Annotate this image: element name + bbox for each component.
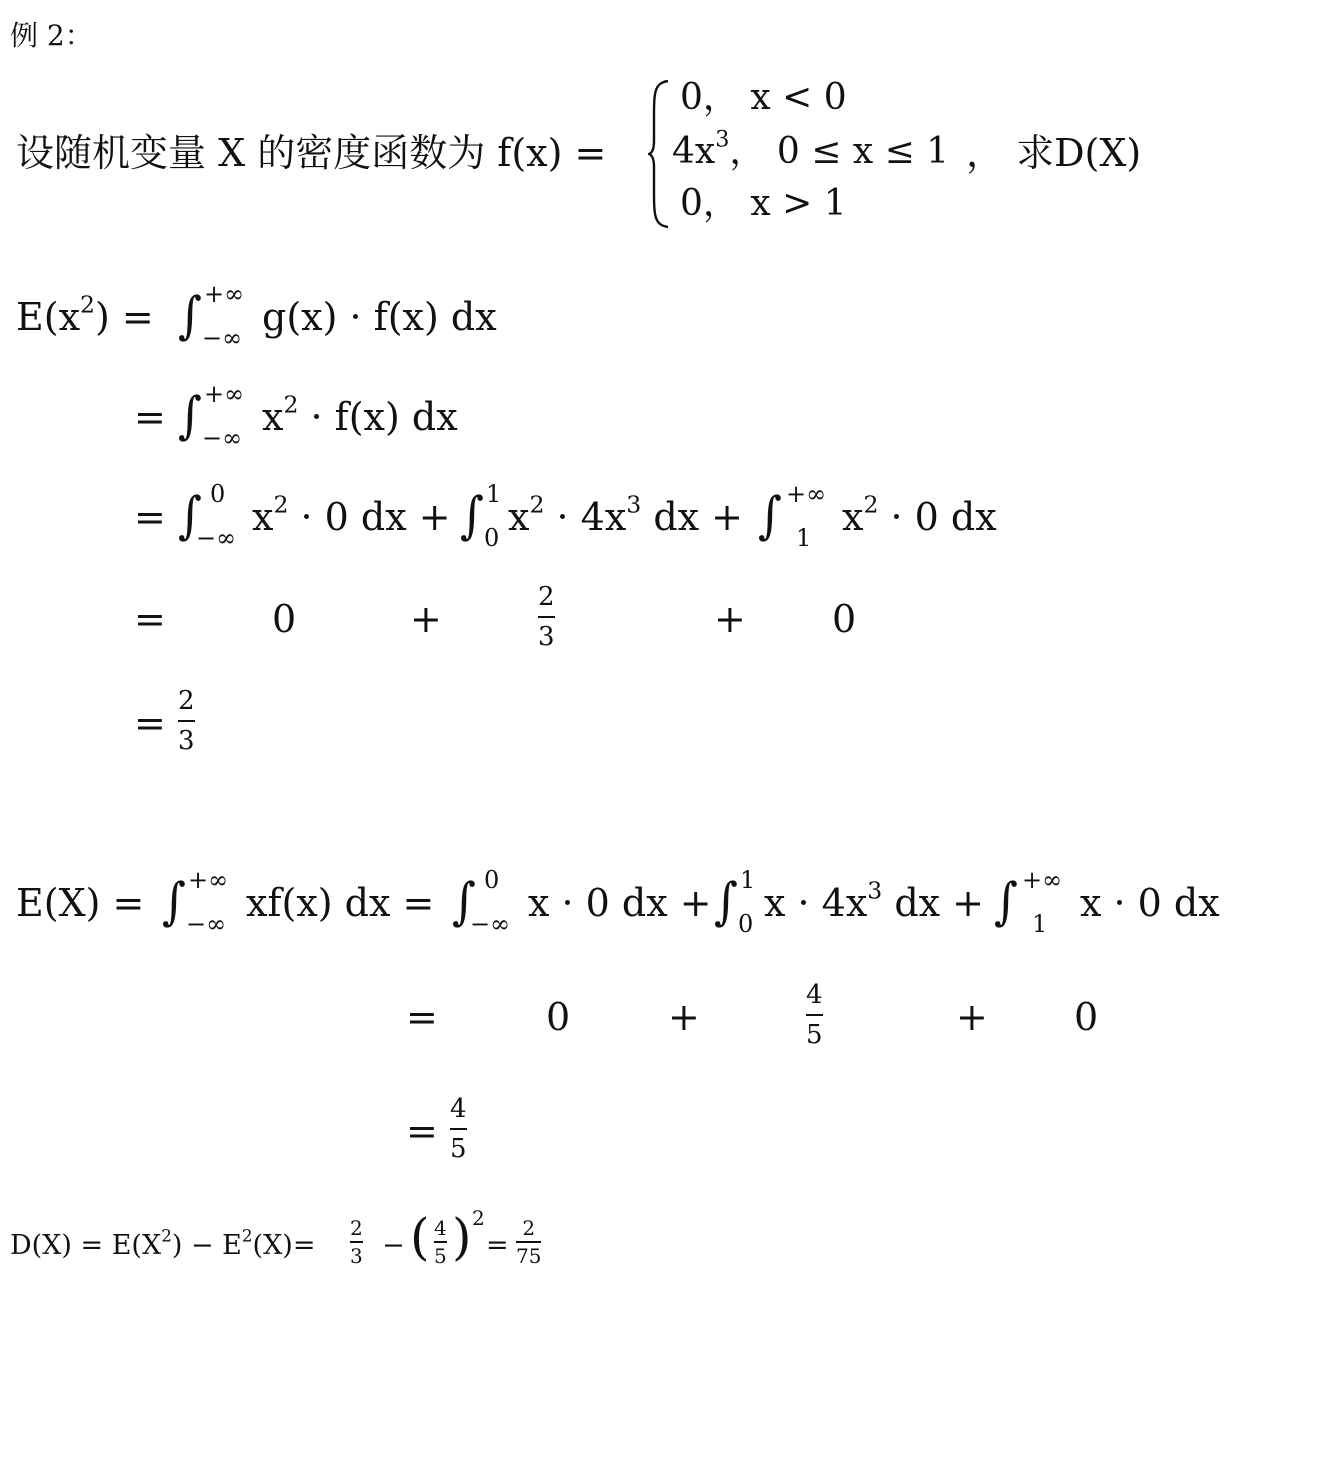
plus-sign: +	[668, 995, 700, 1039]
ex-lhs: E(X) =	[16, 881, 145, 925]
problem-prefix: 设随机变量 X 的密度函数为 f(x) =	[16, 131, 607, 175]
square-exponent: 2	[80, 290, 95, 319]
value-zero: 0	[546, 995, 571, 1039]
variance-formula	[10, 1225, 316, 1261]
term-mid: · 4x	[544, 495, 627, 539]
integral-sign: ∫	[460, 485, 484, 545]
numerator: 2	[178, 686, 195, 716]
case-term: 4x	[672, 131, 716, 172]
lower-limit: −∞	[202, 324, 243, 352]
case-condition: ， 0 ≤ x ≤ 1	[729, 131, 950, 172]
fraction-two-thirds	[538, 584, 555, 650]
denominator: 3	[538, 622, 555, 652]
equals-sign: =	[406, 995, 438, 1039]
var-part3: (X)=	[252, 1230, 316, 1261]
value-zero: 0	[272, 597, 297, 641]
ex2-lhs-open: E(x	[16, 295, 80, 339]
fraction-four-fifths-small	[434, 1218, 447, 1266]
integral-sign: ∫	[178, 385, 202, 445]
ex-term2	[764, 876, 985, 925]
lower-limit: −∞	[470, 910, 511, 938]
fraction-two-thirds-small	[350, 1218, 363, 1266]
fraction-bar	[434, 1241, 447, 1243]
equals-sign: =	[406, 1109, 438, 1153]
left-paren: (	[410, 1208, 430, 1266]
denominator: 3	[350, 1243, 363, 1268]
numerator: 4	[806, 980, 823, 1010]
problem-suffix: ， 求D(X)	[966, 131, 1142, 175]
integral-sign: ∫	[994, 871, 1018, 931]
upper-limit: 1	[486, 480, 502, 508]
lower-limit: 0	[484, 524, 500, 552]
denominator: 75	[516, 1243, 542, 1268]
term-rest: · 0 dx +	[288, 495, 451, 539]
left-brace	[648, 79, 672, 229]
ex2-line2-integrand	[262, 390, 458, 439]
term-main: x · 4x	[764, 881, 868, 925]
square-exponent: 2	[529, 490, 545, 519]
numerator: 4	[434, 1216, 447, 1240]
fraction-four-fifths	[806, 982, 823, 1048]
fraction-result	[516, 1218, 541, 1266]
equals-sign: =	[486, 1230, 509, 1261]
square-exponent: 2	[273, 490, 289, 519]
square-exponent: 2	[161, 1225, 172, 1246]
case-line-3: 0， x > 1	[680, 183, 847, 224]
numerator: 4	[450, 1094, 467, 1124]
upper-limit: +∞	[204, 380, 245, 408]
square-exponent: 2	[241, 1225, 253, 1246]
fraction-bar	[538, 616, 555, 618]
ex2-line3-term3	[842, 490, 997, 539]
square-exponent: 2	[472, 1206, 485, 1230]
case-line-2	[672, 126, 950, 172]
ex-line1-integrand: xf(x) dx =	[246, 881, 435, 925]
integral-sign: ∫	[178, 285, 202, 345]
numerator: 2	[538, 582, 555, 612]
fraction-bar	[450, 1128, 467, 1130]
ex2-lhs	[16, 290, 154, 339]
equals-sign: =	[134, 495, 166, 539]
equals-sign: =	[134, 597, 166, 641]
integral-sign: ∫	[452, 871, 476, 931]
value-zero: 0	[832, 597, 857, 641]
square-exponent: 2	[283, 390, 299, 419]
denominator: 5	[434, 1243, 447, 1268]
ex-term1: x · 0 dx +	[528, 881, 712, 925]
equals-sign: =	[134, 701, 166, 745]
equals-sign: =	[134, 395, 166, 439]
example-label: 例 2：	[10, 19, 93, 52]
term-rest: dx +	[882, 881, 985, 925]
ex2-lhs-close: ) =	[94, 295, 154, 339]
cube-exponent: 3	[626, 490, 642, 519]
lower-limit: −∞	[186, 910, 227, 938]
minus-sign: −	[382, 1230, 405, 1261]
integral-sign: ∫	[178, 485, 202, 545]
upper-limit: +∞	[1022, 866, 1063, 894]
fraction-four-fifths	[450, 1096, 467, 1162]
upper-limit: +∞	[204, 280, 245, 308]
cube-exponent: 3	[867, 876, 883, 905]
fraction-bar	[516, 1241, 541, 1243]
case-line-1: 0， x < 0	[680, 77, 847, 118]
denominator: 5	[806, 1020, 823, 1050]
numerator: 2	[350, 1216, 363, 1240]
square-exponent: 2	[863, 490, 879, 519]
integral-sign: ∫	[162, 871, 186, 931]
term-rest: · 0 dx	[878, 495, 997, 539]
ex2-line1-integrand: g(x) · f(x) dx	[262, 295, 497, 339]
integral-sign: ∫	[758, 485, 782, 545]
plus-sign: +	[410, 597, 442, 641]
upper-limit: 0	[210, 480, 226, 508]
fraction-bar	[806, 1014, 823, 1016]
integrand-rest: · f(x) dx	[298, 395, 458, 439]
right-paren: )	[452, 1208, 472, 1266]
lower-limit: 1	[1032, 910, 1048, 938]
fraction-two-thirds	[178, 688, 195, 754]
denominator: 3	[178, 726, 195, 756]
fraction-bar	[178, 720, 195, 722]
ex2-line3-term1	[252, 490, 451, 539]
integral-sign: ∫	[714, 871, 738, 931]
var-x: x	[842, 495, 864, 539]
lower-limit: 0	[738, 910, 754, 938]
lower-limit: 1	[796, 524, 812, 552]
upper-limit: +∞	[188, 866, 229, 894]
var-x: x	[262, 395, 284, 439]
lower-limit: −∞	[202, 424, 243, 452]
var-x: x	[508, 495, 530, 539]
ex-term3: x · 0 dx	[1080, 881, 1220, 925]
cube-exponent: 3	[715, 126, 730, 153]
denominator: 5	[450, 1134, 467, 1164]
var-x: x	[252, 495, 274, 539]
plus-sign: +	[714, 597, 746, 641]
lower-limit: −∞	[196, 524, 237, 552]
var-part1: D(X) = E(X	[10, 1230, 162, 1261]
var-part2: ) − E	[171, 1230, 242, 1261]
plus-sign: +	[956, 995, 988, 1039]
ex2-line3-term2	[508, 490, 744, 539]
fraction-bar	[350, 1241, 363, 1243]
upper-limit: +∞	[786, 480, 827, 508]
term-rest: dx +	[641, 495, 744, 539]
value-zero: 0	[1074, 995, 1099, 1039]
upper-limit: 0	[484, 866, 500, 894]
numerator: 2	[522, 1216, 536, 1240]
upper-limit: 1	[740, 866, 756, 894]
